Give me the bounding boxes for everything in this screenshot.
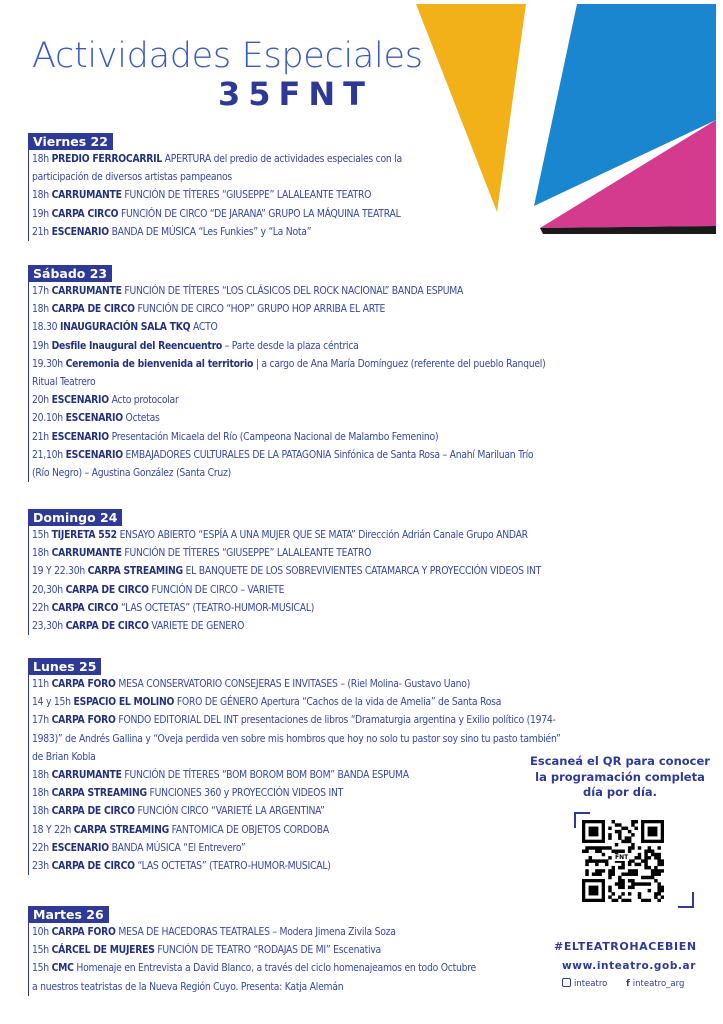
qr-frame-corner [678, 892, 694, 908]
event-text: ACTO [190, 321, 218, 334]
event-row [32, 150, 628, 168]
event-text: 21h [32, 225, 52, 238]
day-section-martes [28, 904, 628, 996]
event-text: 23,30h [32, 620, 66, 633]
event-text: FUNCIÓN DE CIRCO – VARIETE [148, 583, 285, 596]
event-row [32, 978, 628, 996]
social-links [562, 978, 700, 989]
event-text: 18h [32, 547, 52, 560]
event-list [28, 150, 628, 241]
event-row [32, 923, 628, 941]
event-text: 19h [32, 339, 52, 352]
instagram-handle: inteatro [574, 979, 608, 989]
event-text: FUNCIÓN DE TEATRO “RODAJAS DE MI” Escenativa [154, 944, 381, 957]
event-row [32, 857, 628, 875]
day-label: Viernes 22 [28, 133, 113, 150]
event-list [28, 526, 628, 635]
event-row [32, 409, 628, 427]
event-row [32, 168, 628, 186]
event-row [32, 675, 628, 693]
event-row [32, 446, 628, 464]
event-venue: CARPA CIRCO [51, 601, 119, 614]
event-venue: CARPA STREAMING [87, 565, 183, 578]
event-text: 19 Y 22.30h [32, 565, 88, 578]
event-list [28, 923, 628, 996]
day-label: Domingo 24 [28, 509, 122, 526]
page-title: Actividades Especiales [32, 36, 423, 76]
event-text: “LAS OCTETAS” (TEATRO-HUMOR-MUSICAL) [134, 860, 331, 873]
event-text: EL BANQUETE DE LOS SOBREVIVIENTES CATAMARCA Y PROYECCIÓN VIDEOS INT [182, 565, 542, 578]
event-text: EMBAJADORES CULTURALES DE LA PATAGONIA Sinfónica de Santa Rosa – Anahí Mariluan Trío [122, 448, 534, 461]
event-text: 21h [32, 430, 52, 443]
event-row [32, 562, 628, 580]
event-text: 18h [32, 769, 52, 782]
event-text: FANTOMICA DE OBJETOS CORDOBA [168, 823, 329, 836]
event-venue: INAUGURACIÓN SALA TKQ [59, 321, 191, 334]
day-label: Martes 26 [28, 906, 109, 923]
event-venue: CMC [51, 962, 74, 975]
facebook-link[interactable] [626, 979, 692, 989]
event-row [32, 391, 628, 409]
event-venue: ESPACIO EL MOLINO [73, 696, 175, 709]
qr-caption-line: Escaneá el QR para conocer [530, 754, 710, 768]
event-row [32, 428, 628, 446]
qr-caption-line: la programación completa [535, 769, 705, 784]
event-text: 11h [32, 678, 52, 690]
event-text: Octetas [122, 412, 160, 425]
event-venue: CARPA DE CIRCO [65, 583, 149, 596]
event-text: 18h [32, 303, 52, 316]
event-text: FUNCIÓN DE TÍTERES “BOM BOROM BOM BOM” BANDA ESPUMA [121, 769, 409, 782]
event-venue: CARPA STREAMING [73, 823, 169, 836]
event-row [32, 223, 628, 241]
event-row [32, 337, 628, 355]
event-row [32, 821, 628, 839]
event-text: FUNCIONES 360 y PROYECCIÓN VIDEOS INT [146, 787, 344, 800]
event-text: 18 Y 22h [32, 823, 74, 836]
qr-code-block[interactable] [574, 812, 694, 908]
event-venue: CARPA FORO [51, 678, 116, 690]
event-text: | a cargo de Ana María Domínguez (referente del pueblo Ranquel) [253, 357, 546, 370]
qr-center-label: FNT [615, 854, 629, 861]
event-venue: CÁRCEL DE MUJERES [51, 944, 155, 957]
event-text: Homenaje en Entrevista a David Blanco, a través del ciclo homenajeamos en todo Octubre [73, 962, 477, 975]
event-row [32, 581, 628, 599]
instagram-link[interactable] [562, 979, 615, 989]
event-text: FUNCIÓN DE TÍTERES “GIUSEPPE” LALALEANTE TEATRO [121, 547, 372, 560]
event-row [32, 355, 628, 373]
event-venue: PREDIO FERROCARRIL [51, 153, 162, 165]
event-venue: CARPA FORO [51, 926, 116, 938]
event-venue: CARRUMANTE [51, 769, 122, 782]
event-text: 20h [32, 394, 52, 407]
event-text: 15h [32, 944, 52, 957]
event-row [32, 959, 628, 977]
event-text: 22h [32, 841, 52, 854]
event-text: 15h [32, 529, 52, 541]
event-venue: ESCENARIO [51, 394, 109, 407]
event-venue: TIJERETA 552 [51, 529, 117, 541]
event-text: 20,30h [32, 583, 66, 596]
event-text: 23h [32, 860, 52, 873]
event-text: 21,10h [32, 448, 66, 461]
event-venue: CARPA DE CIRCO [51, 805, 135, 818]
event-text: 1983)” de Andrés Gallina y “Oveja perdida ven sobre mis hombros que hoy no solo tu pastor soy sino tu pasto también” [32, 732, 561, 745]
event-text: 18h [32, 189, 52, 202]
day-label: Lunes 25 [28, 658, 101, 675]
event-text: (Río Negro) – Agustina González (Santa Cruz) [32, 467, 231, 480]
event-text: 17h [32, 714, 52, 727]
event-text: de Brian Kobla [32, 750, 96, 763]
event-text: VARIETE DE GENERO [148, 620, 245, 633]
event-venue: CARPA DE CIRCO [65, 620, 149, 633]
event-row [32, 526, 628, 544]
event-text: Ritual Teatrero [32, 376, 96, 389]
event-row [32, 186, 628, 204]
event-text: 17h [32, 285, 52, 297]
event-venue: CARPA STREAMING [51, 787, 147, 800]
event-text: 18h [32, 153, 52, 165]
event-row [32, 711, 628, 729]
event-text: “LAS OCTETAS” (TEATRO-HUMOR-MUSICAL) [118, 601, 315, 614]
hashtag: #ELTEATROHACEBIEN [554, 940, 697, 953]
event-text: MESA CONSERVATORIO CONSEJERAS E INVITASES – (Riel Molina- Gustavo Uano) [115, 678, 471, 690]
event-row [32, 599, 628, 617]
event-text: BANDA DE MÚSICA “Les Funkies” y “La Nota” [108, 225, 312, 238]
event-list [28, 282, 628, 482]
event-text: 18h [32, 787, 52, 800]
event-row [32, 373, 628, 391]
title-block [32, 36, 423, 113]
event-venue: CARPA DE CIRCO [51, 860, 135, 873]
event-text: FUNCIÓN DE TÍTERES “LOS CLÁSICOS DEL ROCK NACIONAL” BANDA ESPUMA [121, 285, 464, 297]
day-section-viernes [28, 131, 628, 241]
event-row [32, 464, 628, 482]
event-text: FUNCIÓN CIRCO “VARIETÉ LA ARGENTINA” [134, 805, 325, 818]
event-text: Acto protocolar [108, 394, 179, 407]
event-row [32, 730, 628, 748]
event-text: FONDO EDITORIAL DEL INT presentaciones de libros “Dramaturgia argentina y Exilio político (1974- [115, 714, 556, 727]
event-venue: CARRUMANTE [51, 547, 122, 560]
event-venue: Desfile Inaugural del Reencuentro [51, 339, 223, 352]
event-text: FUNCIÓN DE CIRCO “DE JARANA” GRUPO LA MÁQUINA TEATRAL [118, 207, 401, 220]
event-text: a nuestros teatristas de la Nueva Región Cuyo. Presenta: Katja Alemán [32, 980, 344, 993]
qr-code-icon[interactable] [582, 820, 664, 902]
event-venue: ESCENARIO [51, 430, 109, 443]
event-row [32, 544, 628, 562]
event-venue: CARPA CIRCO [51, 207, 119, 220]
event-row [32, 941, 628, 959]
event-venue: CARRUMANTE [51, 285, 122, 297]
event-text: 18h [32, 805, 52, 818]
event-row [32, 802, 628, 820]
instagram-icon [562, 978, 571, 987]
event-row [32, 839, 628, 857]
event-text: 18.30 [32, 321, 60, 334]
event-row [32, 693, 628, 711]
day-label: Sábado 23 [28, 265, 112, 282]
event-venue: CARPA DE CIRCO [51, 303, 135, 316]
event-text: 14 y 15h [32, 696, 74, 709]
event-venue: ESCENARIO [65, 448, 123, 461]
qr-frame-corner [574, 812, 590, 828]
facebook-handle: inteatro_arg [632, 979, 685, 989]
facebook-icon: f [626, 979, 630, 989]
event-text: MESA DE HACEDORAS TEATRALES – Modera Jimena Zivila Soza [115, 926, 396, 938]
page-subtitle: 35FNT [218, 75, 373, 113]
day-section-sabado [28, 263, 628, 482]
event-row [32, 318, 628, 336]
qr-caption [530, 754, 710, 801]
event-text: – Parte desde la plaza céntrica [222, 339, 359, 352]
event-text: 19h [32, 207, 52, 220]
event-row [32, 617, 628, 635]
event-text: ENSAYO ABIERTO “ESPÍA A UNA MUJER QUE SE MATA” Dirección Adrián Canale Grupo ANDAR [116, 529, 528, 541]
day-section-domingo [28, 507, 628, 635]
event-venue: CARPA FORO [51, 714, 116, 727]
event-text: participación de diversos artistas pampeanos [32, 171, 232, 184]
event-text: FORO DE GÉNERO Apertura “Cachos de la vida de Amelia” de Santa Rosa [174, 696, 502, 709]
event-text: 15h [32, 962, 52, 975]
event-text: Presentación Micaela del Río (Campeona Nacional de Malambo Femenino) [108, 430, 439, 443]
event-text: FUNCIÓN DE CIRCO “HOP” GRUPO HOP ARRIBA EL ARTE [134, 303, 386, 316]
event-text: 19.30h [32, 357, 66, 370]
event-venue: ESCENARIO [51, 225, 109, 238]
event-venue: ESCENARIO [65, 412, 123, 425]
event-row [32, 205, 628, 223]
event-venue: Ceremonia de bienvenida al territorio [65, 357, 254, 370]
event-text: 20.10h [32, 412, 66, 425]
event-row [32, 282, 628, 300]
event-text: APERTURA del predio de actividades especiales con la [161, 153, 402, 165]
qr-caption-line: día por día. [582, 785, 658, 799]
event-venue: ESCENARIO [51, 841, 109, 854]
event-text: 10h [32, 926, 52, 938]
website-link[interactable]: www.inteatro.gob.ar [562, 960, 697, 972]
event-text: 22h [32, 601, 52, 614]
event-venue: CARRUMANTE [51, 189, 122, 202]
event-text: FUNCIÓN DE TÍTERES “GIUSEPPE” LALALEANTE TEATRO [121, 189, 372, 202]
event-text: BANDA MÚSICA “El Entrevero” [108, 841, 246, 854]
event-row [32, 300, 628, 318]
